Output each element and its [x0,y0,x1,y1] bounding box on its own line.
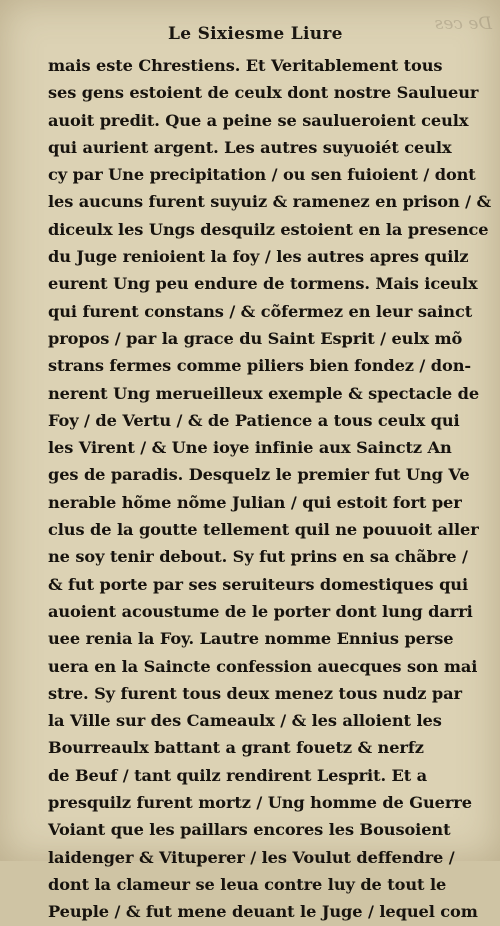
show-through-text: De ces [434,14,492,34]
text-line: clus de la goutte tellement quil ne pouuoit aller [48,520,479,540]
text-line: presquilz furent mortz / Ung homme de Guerre [48,793,472,813]
text-line: les aucuns furent suyuiz & ramenez en prison / & [48,192,492,212]
text-line: Voiant que les paillars encores les Bousoient [48,820,451,840]
text-line: Peuple / & fut mene deuant le Juge / lequel com [48,902,478,922]
text-line: qui furent constans / & cõfermez en leur sainct [48,301,473,321]
text-line: nerable hõme nõme Julian / qui estoit fort per [48,492,462,512]
text-line: eurent Ung peu endure de tormens. Mais iceulx [48,274,478,294]
text-line: Foy / de Vertu / & de Patience a tous ceulx qui [48,410,460,430]
text-line: ges de paradis. Desquelz le premier fut Ung Ve [48,465,470,485]
text-line: & fut porte par ses seruiteurs domestiques qui [48,574,469,594]
text-line: dont la clameur se leua contre luy de tout le [48,874,447,894]
text-line: strans fermes comme piliers bien fondez / don- [48,356,471,376]
text-line: auoit predit. Que a peine se saulueroient ceulx [48,110,469,130]
text-line: la Ville sur des Cameaulx / & les alloient les [48,711,442,731]
text-line: qui aurient argent. Les autres suyuoiét ceulx [48,137,452,157]
text-line: ne soy tenir debout. Sy fut prins en sa chãbre / [48,547,468,567]
text-line: uee renia la Foy. Lautre nomme Ennius perse [48,629,454,649]
text-line: mais este Chrestiens. Et Veritablement tous [48,56,443,75]
text-line: nerent Ung merueilleux exemple & spectacle de [48,383,480,403]
body-text [48,52,492,926]
text-line: cy par Une precipitation / ou sen fuioient / dont [48,165,476,185]
text-line: laidenger & Vituperer / les Voulut deffendre / [48,847,455,867]
text-line: auoient acoustume de le porter dont lung darri [48,601,473,621]
text-line: ses gens estoient de ceulx dont nostre Saulueur [48,83,479,103]
text-line: les Virent / & Une ioye infinie aux Sainctz An [48,438,452,458]
text-line: du Juge renioient la foy / les autres apres quilz [48,247,469,267]
text-line: de Beuf / tant quilz rendirent Lesprit. Et a [48,765,428,785]
text-line: stre. Sy furent tous deux menez tous nudz par [48,683,462,703]
running-header: Le Sixiesme Liure [168,24,343,44]
text-line: propos / par la grace du Saint Esprit / eulx mõ [48,328,463,348]
text-line: uera en la Saincte confession auecques son mai [48,656,478,676]
text-line: Bourreaulx battant a grant fouetz & nerfz [48,738,424,758]
text-line: diceulx les Ungs desquilz estoient en la presence [48,219,489,239]
